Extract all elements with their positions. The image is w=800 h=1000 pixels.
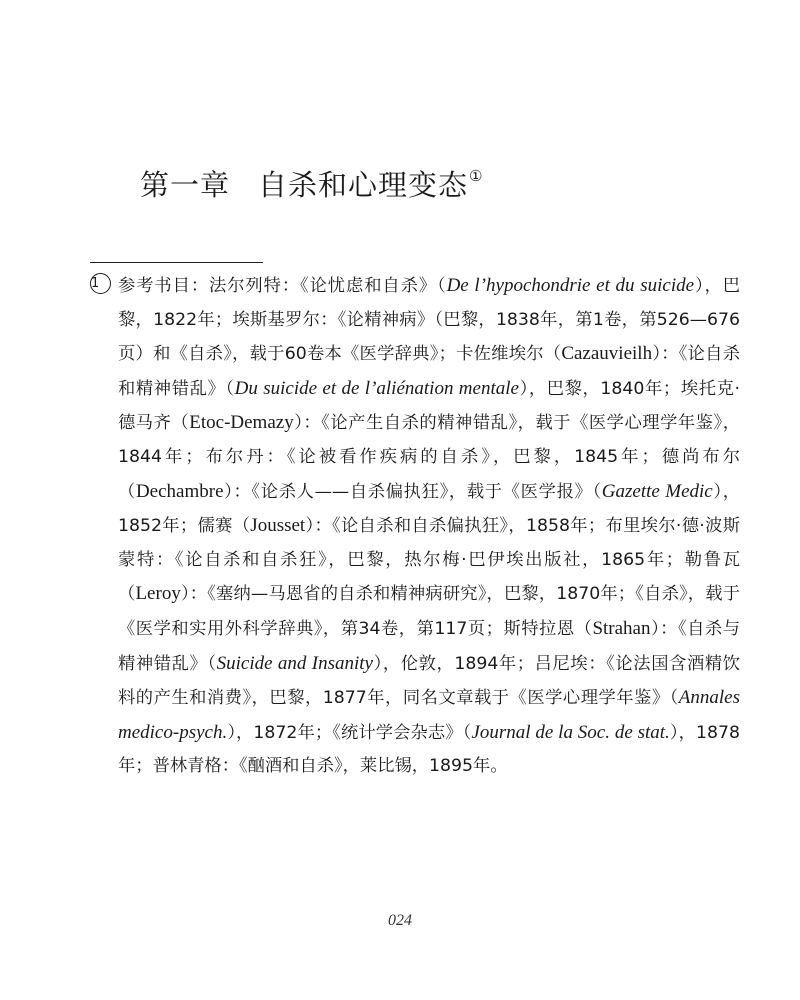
chapter-title [140,163,483,204]
footnote-marker-number: 1 [90,273,111,294]
footnote-text-run: ），1878年；普林青格：《酗酒和自杀》，莱比锡，1895年。 [118,722,741,777]
chapter-number: 第一章 [140,168,231,202]
italic-title: Du suicide et de l’aliénation mentale [234,377,519,399]
author-latin-name: Cazauvieilh [561,343,653,365]
footnote-text-run: ），1872年；《统计学会杂志》（ [227,722,472,743]
footnote-text-run: ），1852年；儒赛（ [118,481,740,537]
footnote-text [118,269,740,784]
footnote-text-run: ）：《论自杀和精神错乱》（ [118,344,740,399]
footnote-text-run: 参考书目：法尔列特：《论忧虑和自杀》（ [118,276,447,296]
footnote-reference[interactable]: ① [469,167,484,185]
footnote-marker [90,269,118,303]
footnote-text-run: ）：《塞纳—马恩省的自杀和精神病研究》，巴黎，1870年；《自杀》，载于《医学和实用外科学辞典》，第34卷，第117页；斯特拉恩（ [118,584,740,639]
author-latin-name: Etoc-Demazy [189,412,294,434]
footnote-text-run: ）：《论杀人——自杀偏执狂》，载于《医学报》（ [223,481,602,502]
italic-title: De l’hypochondrie et du suicide [446,275,695,296]
chapter-name: 自杀和心理变态 [258,168,469,202]
author-latin-name: Dechambre [135,480,224,502]
author-latin-name: Leroy [135,583,181,605]
footnote-text-run: ），巴黎，1840年；埃托克·德马齐（ [118,378,741,434]
italic-title: Annales medico-psych. [118,687,740,743]
author-latin-name: Strahan [592,617,651,639]
italic-title: Gazette Medic [601,480,713,502]
italic-title: Suicide and Insanity [216,652,373,674]
footnote-text-run: ）：《论自杀和自杀偏执狂》，1858年；布里埃尔·德·波斯蒙特：《论自杀和自杀狂》，巴黎，热尔梅·巴伊埃出版社，1865年；勒鲁瓦（ [118,516,740,605]
author-latin-name: Jousset [250,515,306,537]
footnote [90,269,740,784]
page-number: 024 [388,912,412,929]
footnote-text-run: ）：《论产生自杀的精神错乱》，载于《医学心理学年鉴》，1844年；布尔丹：《论被看作疾病的自杀》，巴黎，1845年；德尚布尔（ [118,413,740,502]
footnote-text-run: ），巴黎，1822年；埃斯基罗尔：《论精神病》（巴黎，1838年，第1卷，第526—676页）和《自杀》，载于60卷本《医学辞典》；卡佐维埃尔（ [118,276,740,365]
footnote-text-run: ），伦敦，1894年；吕尼埃：《论法国含酒精饮料的产生和消费》，巴黎，1877年，同名文章载于《医学心理学年鉴》（ [118,653,740,709]
italic-title: Journal de la Soc. de stat. [471,721,670,743]
footnote-text-run: ）：《自杀与精神错乱》（ [118,618,740,674]
footnote-divider [90,262,263,263]
